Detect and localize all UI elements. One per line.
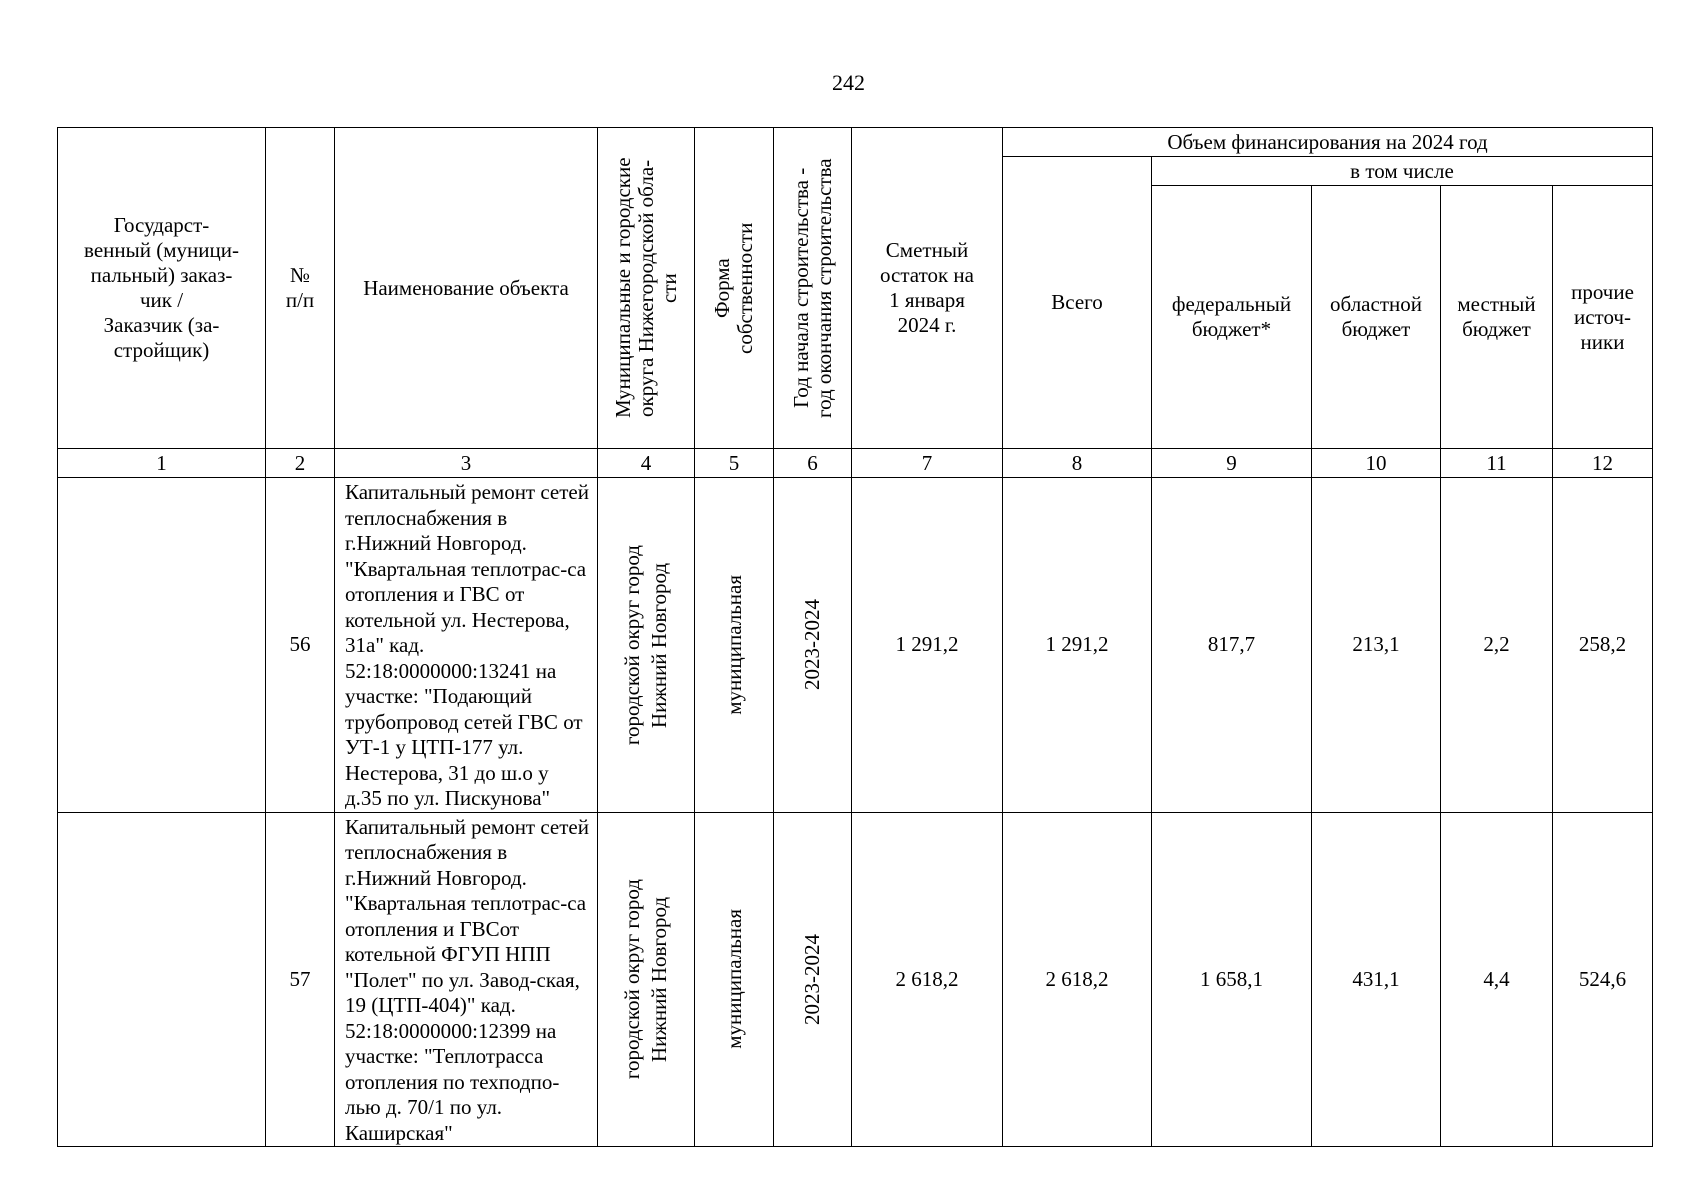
table-row [58, 812, 1653, 1147]
cell-object-name: Капитальный ремонт сетей теплоснабжения в г.Нижний Новгород. "Квартальная теплотрас-са отопления и ГВСот котельной ФГУП НПП "Полет" по ул. Завод-ская, 19 (ЦТП-404)" кад. 52:18:0000000:12399 на участке: "Теплотрасса отопления по техподпо-лью д. 70/1 по ул. Каширская" [335, 812, 598, 1147]
cell-balance: 1 291,2 [852, 478, 1003, 813]
header-municipality: Муниципальные и городские округа Нижегородской обла- сти [598, 128, 695, 449]
header-local: местный бюджет [1441, 186, 1553, 449]
column-number: 11 [1441, 449, 1553, 478]
header-customer: Государст- венный (муници- пальный) заказ- чик / Заказчик (за- стройщик) [58, 128, 266, 449]
column-number: 4 [598, 449, 695, 478]
column-number: 2 [266, 449, 335, 478]
cell-federal: 817,7 [1152, 478, 1312, 813]
column-number-row [58, 449, 1653, 478]
column-number: 9 [1152, 449, 1312, 478]
cell-num: 57 [266, 812, 335, 1147]
cell-municipality: городской округ город Нижний Новгород [598, 812, 695, 1147]
column-number: 5 [695, 449, 774, 478]
column-number: 8 [1003, 449, 1152, 478]
cell-years: 2023-2024 [774, 478, 852, 813]
header-funding-group: Объем финансирования на 2024 год [1003, 128, 1653, 157]
column-number: 6 [774, 449, 852, 478]
cell-local: 4,4 [1441, 812, 1553, 1147]
header-num: № п/п [266, 128, 335, 449]
cell-customer [58, 812, 266, 1147]
column-number: 1 [58, 449, 266, 478]
cell-balance: 2 618,2 [852, 812, 1003, 1147]
investment-table [57, 127, 1653, 1147]
column-number: 10 [1312, 449, 1441, 478]
column-number: 3 [335, 449, 598, 478]
cell-object-name: Капитальный ремонт сетей теплоснабжения в г.Нижний Новгород. "Квартальная теплотрас-са отопления и ГВС от котельной ул. Нестерова, 31а" кад. 52:18:0000000:13241 на участке: "Подающий трубопровод сетей ГВС от УТ-1 у ЦТП-177 ул. Нестерова, 31 до ш.о у д.35 по ул. Пискунова" [335, 478, 598, 813]
cell-num: 56 [266, 478, 335, 813]
column-number: 7 [852, 449, 1003, 478]
column-number: 12 [1553, 449, 1653, 478]
cell-other: 258,2 [1553, 478, 1653, 813]
table-row [58, 478, 1653, 813]
cell-total: 2 618,2 [1003, 812, 1152, 1147]
cell-municipality: городской округ город Нижний Новгород [598, 478, 695, 813]
cell-regional: 431,1 [1312, 812, 1441, 1147]
cell-ownership: муниципальная [695, 478, 774, 813]
cell-federal: 1 658,1 [1152, 812, 1312, 1147]
header-other: прочие источ- ники [1553, 186, 1653, 449]
header-including: в том числе [1152, 157, 1653, 186]
header-federal: федеральный бюджет* [1152, 186, 1312, 449]
header-balance: Сметный остаток на 1 января 2024 г. [852, 128, 1003, 449]
header-ownership: Форма собственности [695, 128, 774, 449]
header-object-name: Наименование объекта [335, 128, 598, 449]
cell-customer [58, 478, 266, 813]
cell-local: 2,2 [1441, 478, 1553, 813]
cell-ownership: муниципальная [695, 812, 774, 1147]
page-number: 242 [832, 70, 865, 95]
header-total: Всего [1003, 157, 1152, 449]
header-years: Год начала строительства - год окончания строительства [774, 128, 852, 449]
cell-years: 2023-2024 [774, 812, 852, 1147]
header-regional: областной бюджет [1312, 186, 1441, 449]
cell-total: 1 291,2 [1003, 478, 1152, 813]
cell-regional: 213,1 [1312, 478, 1441, 813]
cell-other: 524,6 [1553, 812, 1653, 1147]
